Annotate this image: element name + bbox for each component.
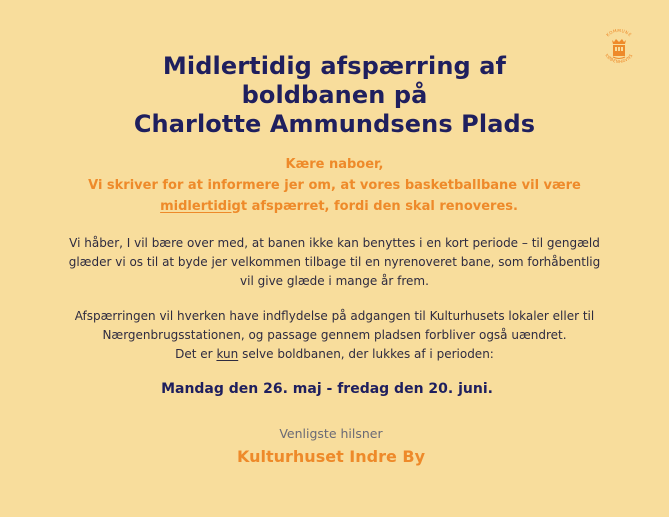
logo-bottom-text: KØBENHAVNS bbox=[604, 52, 634, 65]
logo-top-text: KOMMUNE bbox=[605, 27, 633, 38]
closing-greeting: Venligste hilsner bbox=[279, 426, 383, 441]
paragraph-2-line-3-pre: Det er bbox=[175, 347, 213, 361]
underlined-kun: kun bbox=[216, 347, 239, 361]
greeting-line-2: Vi skriver for at informere jer om, at vores basketballbane vil være bbox=[88, 178, 581, 193]
paragraph-1-line-2: glæder vi os til at byde jer velkommen tilbage til en nyrenoveret bane, som forhåbentlig bbox=[68, 255, 601, 269]
paragraph-2 bbox=[0, 307, 669, 364]
title-line-2: boldbanen på bbox=[241, 81, 428, 109]
paragraph-1-line-1: Vi håber, I vil bære over med, at banen ikke kan benyttes i en kort periode – til gengæld bbox=[69, 236, 600, 250]
paragraph-2-line-1: Afspærringen vil hverken have indflydelse på adgangen til Kulturhusets lokaler eller til bbox=[74, 309, 595, 323]
paragraph-2-line-2: Nærgenbrugsstationen, og passage gennem pladsen forbliver også uændret. bbox=[102, 328, 567, 342]
svg-text:KOMMUNE bbox=[605, 28, 633, 38]
underlined-word: midlertidi bbox=[160, 199, 232, 214]
greeting-block bbox=[0, 154, 669, 217]
greeting-salutation: Kære naboer, bbox=[285, 157, 384, 172]
closure-dates: Mandag den 26. maj - fredag den 20. juni. bbox=[161, 381, 493, 397]
title-line-3: Charlotte Ammundsens Plads bbox=[133, 110, 536, 138]
sender-name: Kulturhuset Indre By bbox=[236, 447, 426, 466]
title-line-1: Midlertidig afspærring af bbox=[162, 52, 507, 80]
paragraph-1 bbox=[0, 234, 669, 291]
greeting-line-3-rest: gt afspærret, fordi den skal renoveres. bbox=[231, 199, 518, 214]
paragraph-1-line-3: vil give glæde i mange år frem. bbox=[240, 274, 429, 288]
paragraph-2-line-3 bbox=[0, 345, 669, 364]
page-title bbox=[0, 52, 669, 139]
paragraph-2-line-3-post: selve boldbanen, der lukkes af i perioden: bbox=[242, 347, 494, 361]
greeting-line-3 bbox=[0, 196, 669, 217]
